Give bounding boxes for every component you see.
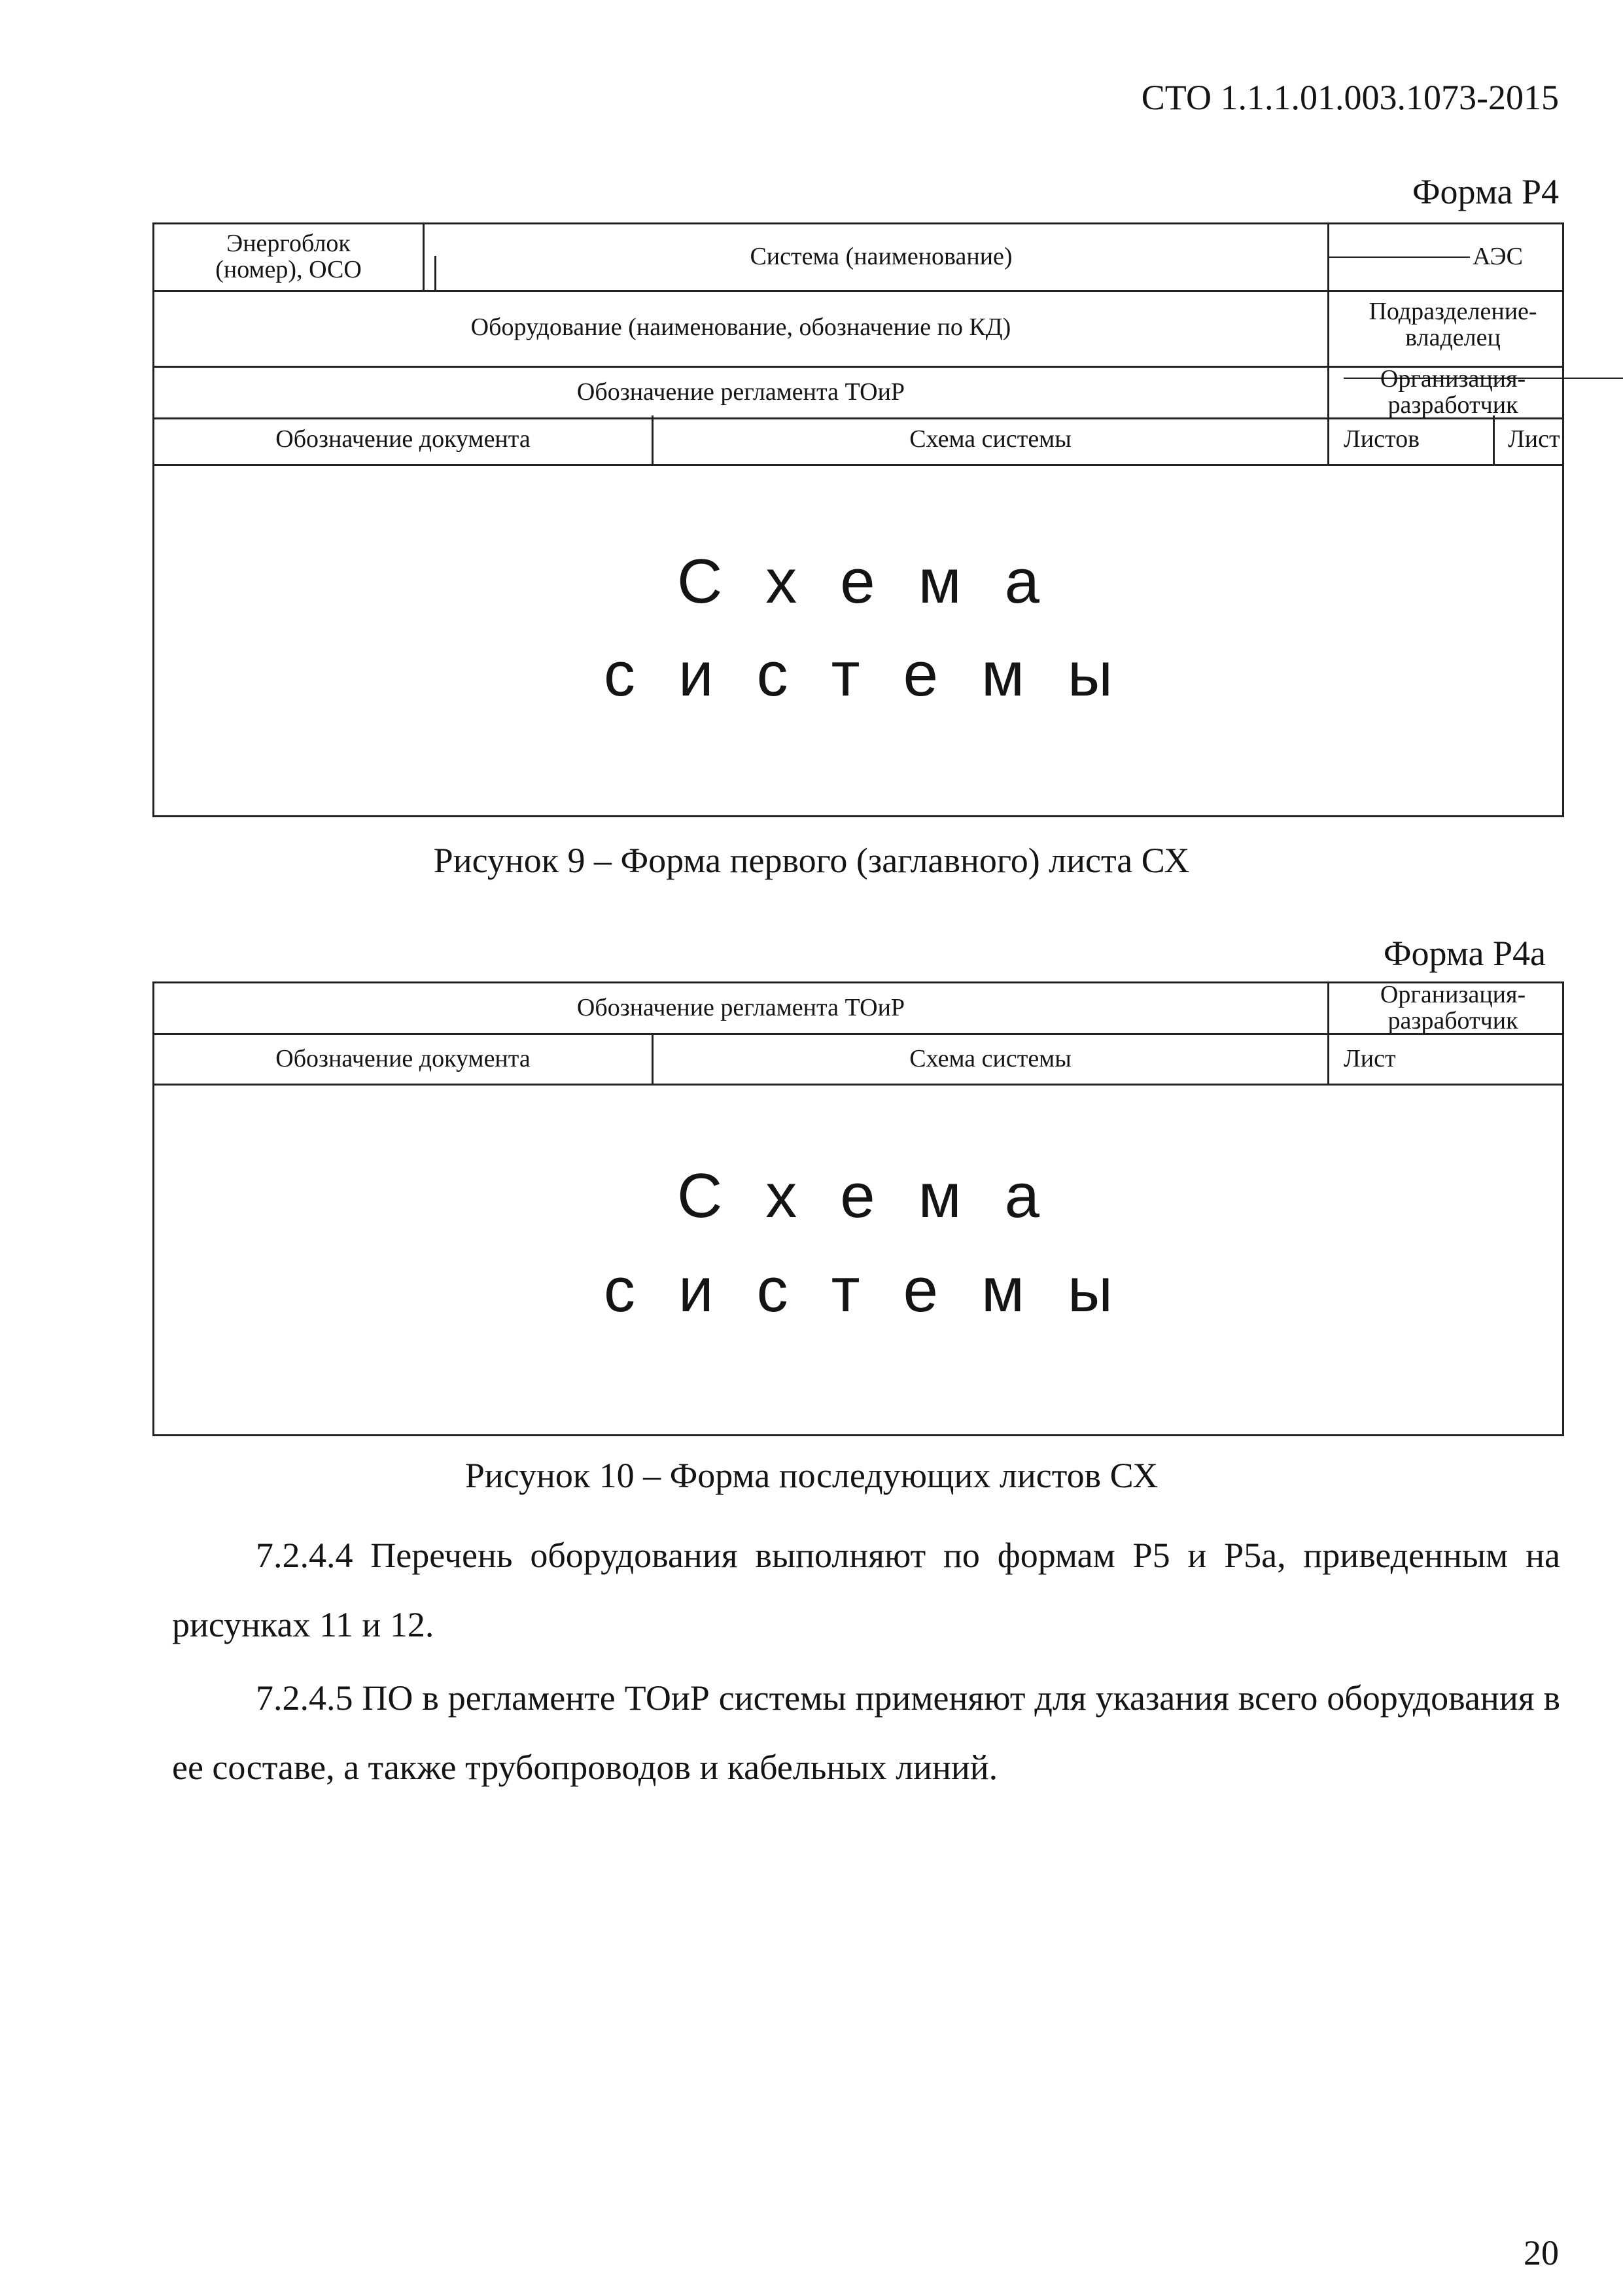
unit-cell: Энергоблок (номер), ОСО [215, 230, 362, 283]
schema-word-2 [154, 1254, 1562, 1326]
schema-letter: е [903, 1255, 938, 1325]
schema-letter: х [765, 546, 797, 616]
schema-letter: е [840, 1161, 875, 1231]
schema-word-1 [154, 546, 1562, 618]
form-p4-row-3 [154, 366, 1562, 419]
schema-letter: х [765, 1161, 797, 1231]
schema-letter: м [981, 1255, 1024, 1325]
npp-blank-line [1329, 256, 1470, 258]
equipment-cell: Оборудование (наименование, обозначение по КД) [470, 313, 1011, 342]
schema-letter: е [840, 546, 875, 616]
figure-10-caption: Рисунок 10 – Форма последующих листов СХ [464, 1456, 1159, 1495]
form-p4-label: Форма Р4 [1412, 172, 1559, 211]
form-p4-row-1 [154, 224, 1562, 292]
developer-cell: Организация-разработчик [1380, 981, 1526, 1034]
paragraph-7-2-4-4: 7.2.4.4 Перечень оборудования выполняют по формам Р5 и Р5а, приведенным на рисунках 11 и 12. [172, 1536, 1560, 1644]
schema-letter: е [903, 639, 938, 709]
scheme-cell: Схема системы [909, 425, 1072, 453]
owner-cell [1329, 290, 1562, 366]
npp-cell [1329, 224, 1562, 290]
developer-cell: Организация-разработчик [1380, 365, 1526, 419]
schema-letter: с [604, 639, 635, 709]
schema-word-1 [154, 1160, 1562, 1232]
form-p4a-label: Форма Р4а [1383, 934, 1546, 973]
schema-letter: с [604, 1255, 635, 1325]
regulation-cell: Обозначение регламента ТОиР [576, 994, 905, 1022]
owner-label: Подразделение-владелец [1369, 298, 1537, 351]
doc-designation-cell: Обозначение документа [275, 1045, 531, 1073]
schema-letter: ы [1067, 1255, 1113, 1325]
schema-title [154, 464, 1562, 711]
system-cell: Система (наименование) [750, 243, 1013, 271]
sheet-cell: Лист [1344, 1045, 1396, 1073]
paragraph-7-2-4-5: 7.2.4.5 ПО в регламенте ТОиР системы применяют для указания всего оборудования в ее составе, а также трубопроводов и кабельных линий. [172, 1678, 1560, 1787]
schema-letter: м [918, 546, 962, 616]
figure-9-caption: Рисунок 9 – Форма первого (заглавного) листа СХ [433, 841, 1190, 880]
schema-letter: а [1004, 1161, 1040, 1231]
scheme-cell: Схема системы [909, 1045, 1072, 1073]
page-number: 20 [1524, 2233, 1559, 2272]
npp-label: АЭС [1473, 243, 1523, 271]
sheet-cell: Лист [1508, 425, 1560, 453]
schema-letter: с [756, 1255, 788, 1325]
form-p4a-row-2 [154, 1033, 1562, 1086]
document-code: СТО 1.1.1.01.003.1073-2015 [1141, 78, 1559, 117]
doc-designation-cell: Обозначение документа [275, 425, 531, 453]
form-p4a-row-1 [154, 983, 1562, 1035]
regulation-cell: Обозначение регламента ТОиР [576, 378, 905, 406]
schema-letter: и [678, 639, 714, 709]
form-p4-schema-area [154, 464, 1562, 817]
schema-letter: а [1004, 546, 1040, 616]
form-p4a-schema-area [154, 1082, 1562, 1436]
schema-title [154, 1082, 1562, 1326]
form-p4a [152, 981, 1564, 1436]
schema-letter: т [831, 1255, 860, 1325]
schema-letter: м [918, 1161, 962, 1231]
form-p4-row-4 [154, 415, 1562, 466]
form-p4-row-2 [154, 290, 1562, 368]
schema-letter: м [981, 639, 1024, 709]
schema-word-2 [154, 639, 1562, 711]
schema-letter: т [831, 639, 860, 709]
schema-letter: ы [1067, 639, 1113, 709]
body-text [172, 1521, 1560, 1802]
form-p4 [152, 222, 1564, 817]
schema-letter: и [678, 1255, 714, 1325]
schema-letter: С [676, 546, 723, 616]
sheets-cell: Листов [1344, 425, 1420, 453]
schema-letter: С [676, 1161, 723, 1231]
schema-letter: с [756, 639, 788, 709]
